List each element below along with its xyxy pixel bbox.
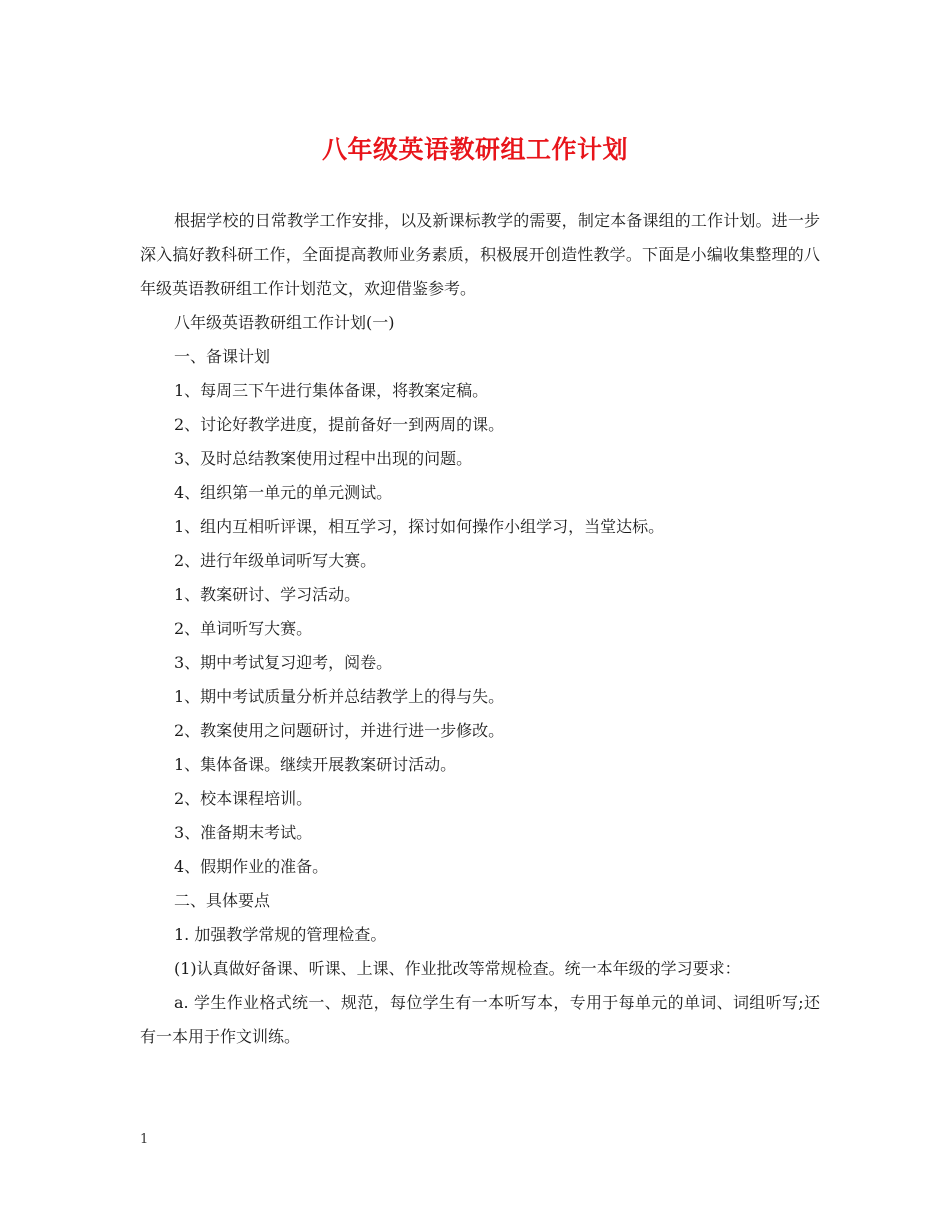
document-body <box>140 204 820 1054</box>
body-line: 1、集体备课。继续开展教案研讨活动。 <box>174 755 457 774</box>
body-line: 2、单词听写大赛。 <box>174 619 313 638</box>
body-line: 1、期中考试质量分析并总结教学上的得与失。 <box>174 687 505 706</box>
body-paragraph: (1)认真做好备课、听课、上课、作业批改等常规检查。统一本年级的学习要求： <box>174 959 741 978</box>
body-line: 2、教案使用之问题研讨，并进行进一步修改。 <box>174 721 505 740</box>
body-line: 2、校本课程培训。 <box>174 789 313 808</box>
intro-paragraph: 根据学校的日常教学工作安排，以及新课标教学的需要，制定本备课组的工作计划。进一步深入搞好教科研工作，全面提高教师业务素质，积极展开创造性教学。下面是小编收集整理的八年级英语教研组工作计划范文，欢迎借鉴参考。 <box>140 211 820 298</box>
document-title: 八年级英语教研组工作计划 <box>321 135 628 164</box>
body-line: 1、教案研讨、学习活动。 <box>174 585 361 604</box>
body-line: 1. 加强教学常规的管理检查。 <box>174 925 387 944</box>
body-line: 2、进行年级单词听写大赛。 <box>174 551 377 570</box>
body-line: 二、具体要点 <box>174 891 271 910</box>
body-line: 3、期中考试复习迎考，阅卷。 <box>174 653 393 672</box>
body-line: 1、组内互相听评课，相互学习，探讨如何操作小组学习，当堂达标。 <box>174 517 665 536</box>
body-line: 3、准备期末考试。 <box>174 823 313 842</box>
body-paragraph: a. 学生作业格式统一、规范，每位学生有一本听写本，专用于每单元的单词、词组听写;还有一本用于作文训练。 <box>140 993 820 1046</box>
body-line: 3、及时总结教案使用过程中出现的问题。 <box>174 449 473 468</box>
body-line: 1、每周三下午进行集体备课，将教案定稿。 <box>174 381 489 400</box>
body-line: 一、备课计划 <box>174 347 271 366</box>
body-line: 4、假期作业的准备。 <box>174 857 329 876</box>
body-line: 4、组织第一单元的单元测试。 <box>174 483 393 502</box>
body-line: 2、讨论好教学进度，提前备好一到两周的课。 <box>174 415 505 434</box>
page-number: 1 <box>140 1132 149 1147</box>
body-line: 八年级英语教研组工作计划(一) <box>174 313 395 332</box>
